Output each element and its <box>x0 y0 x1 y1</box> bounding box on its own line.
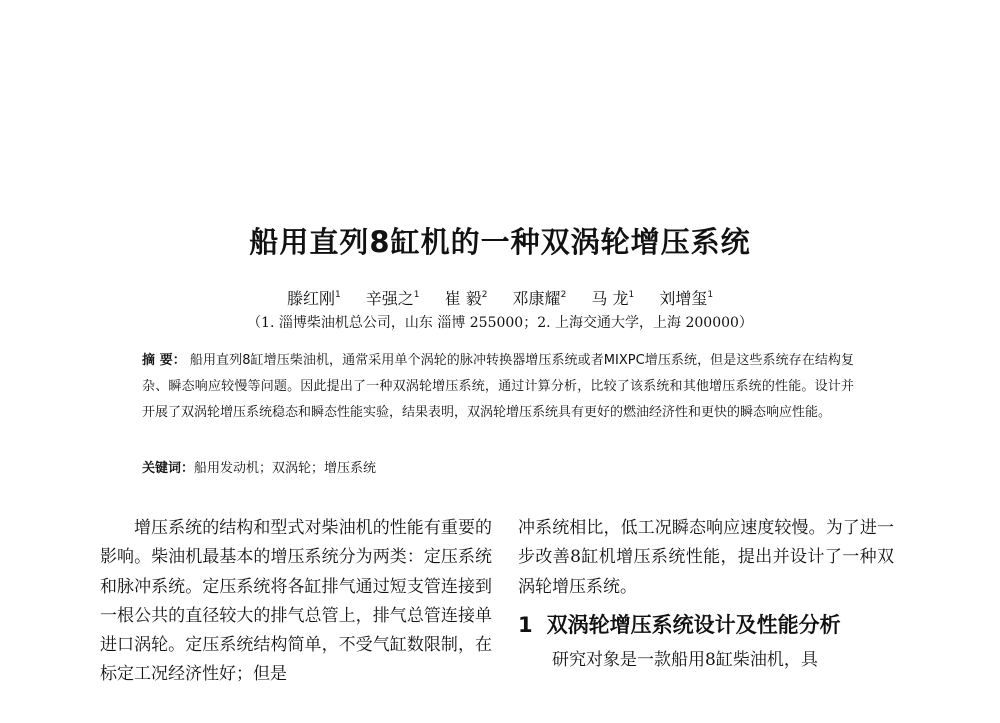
keywords-label: 关键词： <box>142 461 195 476</box>
author: 辛强之$^1$ <box>365 289 420 308</box>
body-column-left <box>100 514 492 690</box>
affiliations: （1. 淄博柴油机总公司，山东 淄博 255000；2. 上海交通大学，上海 200000） <box>247 315 753 331</box>
author: 刘增玺$^1$ <box>659 289 714 308</box>
keywords-text: 船用发动机；双涡轮；增压系统 <box>194 461 377 476</box>
section-number: 1 <box>518 612 533 637</box>
abstract-label: 摘 要： <box>142 353 186 368</box>
section-heading <box>518 608 894 642</box>
author: 滕红刚$^1$ <box>286 289 341 308</box>
author: 邓康耀$^2$ <box>512 289 567 308</box>
author: 马 龙$^1$ <box>591 289 635 308</box>
body-paragraph: 冲系统相比，低工况瞬态响应速度较慢。为了进一步改善8缸机增压系统性能，提出并设计了一种双涡轮增压系统。 <box>518 518 894 597</box>
paper-title: 船用直列8缸机的一种双涡轮增压系统 <box>249 225 751 259</box>
author-list <box>0 284 1000 310</box>
abstract <box>142 348 854 426</box>
keywords <box>142 456 854 482</box>
body-column-right <box>518 514 894 675</box>
author: 崔 毅$^2$ <box>444 289 488 308</box>
abstract-text: 船用直列8缸增压柴油机，通常采用单个涡轮的脉冲转换器增压系统或者MIXPC增压系统，但是这些系统存在结构复杂、瞬态响应较慢等问题。因此提出了一种双涡轮增压系统，通过计算分析，比较了该系统和其他增压系统的性能。设计并开展了双涡轮增压系统稳态和瞬态性能实验，结果表明，双涡轮增压系统具有更好的燃油经济性和更快的瞬态响应性能。 <box>142 353 854 420</box>
section-title: 双涡轮增压系统设计及性能分析 <box>546 612 841 637</box>
body-paragraph: 增压系统的结构和型式对柴油机的性能有重要的影响。柴油机最基本的增压系统分为两类：定压系统和脉冲系统。定压系统将各缸排气通过短支管连接到一根公共的直径较大的排气总管上，排气总管连接单进口涡轮。定压系统结构简单，不受气缸数限制，在标定工况经济性好；但是 <box>100 518 492 685</box>
body-paragraph: 研究对象是一款船用8缸柴油机，具 <box>552 649 818 670</box>
